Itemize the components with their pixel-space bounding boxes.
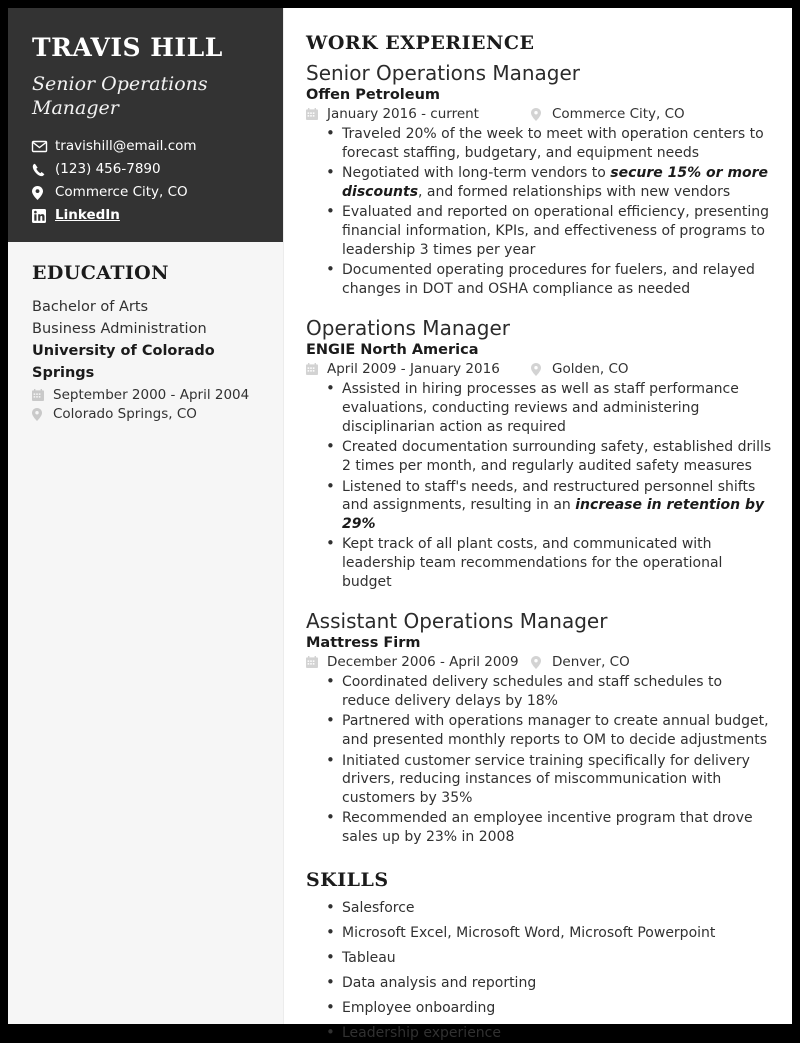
job-entry — [306, 61, 774, 298]
bullet-item: • Listened to staff's needs, and restructured personnel shifts and assignments, resulting in an increase in retention by 29% — [326, 478, 774, 534]
candidate-name: TRAVIS HILL — [32, 33, 223, 62]
education-location-text: Colorado Springs, CO — [53, 406, 197, 423]
skills-heading: SKILLS — [306, 868, 389, 891]
linkedin-icon — [32, 209, 49, 223]
education-dates — [32, 387, 259, 403]
job-dates — [306, 361, 531, 377]
job-role: Senior Operations Manager — [306, 61, 581, 85]
contact-email[interactable] — [32, 140, 259, 154]
bullet-item: • Created documentation surrounding safety, established drills 2 times per month, and regularly audited safety measures — [326, 438, 774, 475]
calendar-icon — [32, 389, 48, 401]
job-dates — [306, 654, 531, 670]
job-location — [531, 361, 629, 377]
education-field: Business Administration — [32, 321, 207, 338]
work-experience-heading: WORK EXPERIENCE — [306, 32, 535, 54]
bullet-item: • Traveled 20% of the week to meet with operation centers to forecast staffing, budgetary, and equipment needs — [326, 125, 774, 162]
job-location — [531, 106, 685, 122]
sidebar — [8, 8, 284, 1024]
job-bullet-list — [306, 125, 774, 298]
contact-linkedin-text: LinkedIn — [55, 206, 120, 223]
calendar-icon — [306, 363, 322, 375]
calendar-icon — [306, 656, 322, 668]
job-dates-text: January 2016 - current — [327, 106, 479, 122]
calendar-icon — [306, 108, 322, 120]
resume-page — [8, 8, 792, 1041]
skill-item: • Employee onboarding — [326, 998, 774, 1018]
education-dates-text: September 2000 - April 2004 — [53, 387, 250, 404]
education-location — [32, 406, 259, 422]
contact-phone[interactable] — [32, 160, 259, 177]
job-dates-text: December 2006 - April 2009 — [327, 654, 519, 671]
map-pin-icon — [531, 656, 547, 669]
bullet-item: • Evaluated and reported on operational efficiency, presenting financial information, KPIs, and effectiveness of programs to leadership 3 times per year — [326, 203, 774, 259]
contact-list — [32, 140, 259, 223]
education-heading: EDUCATION — [32, 262, 169, 284]
skill-item: • Data analysis and reporting — [326, 973, 774, 993]
skill-item: • Microsoft Excel, Microsoft Word, Microsoft Powerpoint — [326, 923, 774, 943]
job-meta — [306, 654, 774, 670]
job-role: Operations Manager — [306, 316, 510, 341]
job-dates-text: April 2009 - January 2016 — [327, 361, 500, 378]
job-location — [531, 654, 630, 670]
bullet-item: • Partnered with operations manager to create annual budget, and presented monthly reports to OM to decide adjustments — [326, 712, 774, 749]
main-content — [284, 8, 792, 1041]
contact-phone-text: (123) 456-7890 — [55, 160, 161, 177]
skills-list — [306, 898, 774, 1043]
skill-item: • Leadership experience — [326, 1023, 774, 1043]
job-location-text: Commerce City, CO — [552, 106, 685, 122]
job-company: Offen Petroleum — [306, 87, 441, 103]
job-location-text: Denver, CO — [552, 654, 630, 671]
job-bullet-list — [306, 673, 774, 846]
job-dates — [306, 106, 531, 122]
skill-item: • Tableau — [326, 948, 774, 968]
bullet-item: • Coordinated delivery schedules and staff schedules to reduce delivery delays by 18% — [326, 673, 774, 710]
bullet-item: • Recommended an employee incentive program that drove sales up by 23% in 2008 — [326, 809, 774, 846]
contact-location — [32, 183, 259, 200]
map-pin-icon — [32, 186, 49, 200]
sidebar-body — [8, 242, 283, 1024]
job-entry — [306, 609, 774, 846]
job-meta — [306, 361, 774, 377]
skill-item: • Salesforce — [326, 898, 774, 918]
map-pin-icon — [531, 363, 547, 376]
education-degree: Bachelor of Arts — [32, 299, 149, 315]
bullet-item: • Initiated customer service training specifically for delivery drivers, reducing instances of miscommunication with customers by 35% — [326, 752, 774, 808]
job-location-text: Golden, CO — [552, 361, 629, 378]
job-entry — [306, 316, 774, 591]
job-role: Assistant Operations Manager — [306, 609, 608, 634]
education-school: University of Colorado Springs — [32, 343, 215, 382]
contact-location-text: Commerce City, CO — [55, 183, 188, 200]
envelope-icon — [32, 141, 49, 152]
map-pin-icon — [531, 108, 547, 121]
contact-email-text: travishill@email.com — [55, 138, 197, 155]
bullet-item: • Assisted in hiring processes as well as staff performance evaluations, conducting reviews and administering disciplinarian action as required — [326, 380, 774, 436]
bullet-item: • Documented operating procedures for fuelers, and relayed changes in DOT and OSHA compliance as needed — [326, 261, 774, 298]
bullet-item: • Negotiated with long-term vendors to secure 15% or more discounts, and formed relationships with new vendors — [326, 164, 774, 201]
contact-linkedin[interactable] — [32, 206, 259, 223]
job-meta — [306, 106, 774, 122]
candidate-job-title: Senior Operations Manager — [32, 72, 208, 119]
job-company: ENGIE North America — [306, 342, 479, 359]
bullet-item: • Kept track of all plant costs, and communicated with leadership team recommendations for the operational budget — [326, 535, 774, 591]
sidebar-header — [8, 8, 283, 242]
phone-icon — [32, 163, 49, 177]
job-bullet-list — [306, 380, 774, 591]
map-pin-icon — [32, 408, 48, 421]
job-company: Mattress Firm — [306, 635, 421, 652]
